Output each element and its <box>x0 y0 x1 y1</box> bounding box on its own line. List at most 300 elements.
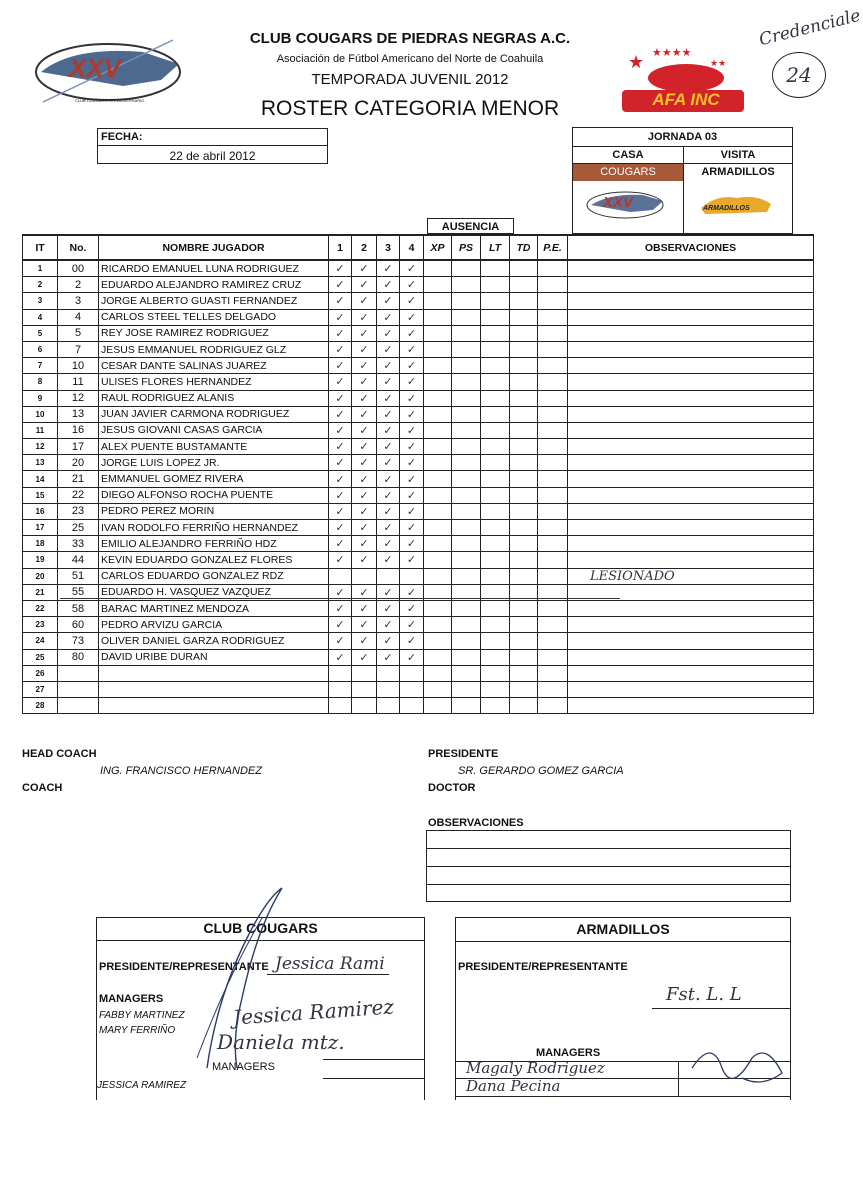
row-stat-cell <box>510 681 538 697</box>
row-stat-cell <box>452 698 481 714</box>
row-quarter-check: ✓ <box>400 633 424 649</box>
row-stat-cell <box>538 277 568 293</box>
cougars-pres-signature: Jessica Rami <box>275 954 385 974</box>
fecha-label: FECHA: <box>101 131 143 143</box>
jornada-box <box>572 127 793 234</box>
president-label: PRESIDENTE <box>428 748 499 760</box>
row-quarter-check: ✓ <box>352 422 377 438</box>
row-stat-cell <box>510 374 538 390</box>
row-quarter-check: ✓ <box>377 325 400 341</box>
row-quarter-check: ✓ <box>352 649 377 665</box>
row-it: 20 <box>23 568 58 584</box>
table-row <box>23 374 814 390</box>
row-observation <box>568 600 814 616</box>
handwritten-number-circle <box>772 52 826 98</box>
table-row <box>23 487 814 503</box>
row-stat-cell <box>538 665 568 681</box>
row-observation <box>568 422 814 438</box>
row-it: 8 <box>23 374 58 390</box>
row-quarter-check: ✓ <box>329 422 352 438</box>
row-observation <box>568 487 814 503</box>
row-stat-cell <box>510 617 538 633</box>
row-number: 80 <box>58 649 99 665</box>
table-row <box>23 325 814 341</box>
row-stat-cell <box>510 633 538 649</box>
row-stat-cell <box>538 698 568 714</box>
row-player-name: KEVIN EDUARDO GONZALEZ FLORES <box>99 552 329 568</box>
row-stat-cell <box>452 325 481 341</box>
row-quarter-check <box>400 665 424 681</box>
armadillos-manager-signature-2: Dana Pecina <box>466 1077 561 1095</box>
row-observation <box>568 552 814 568</box>
row-it: 18 <box>23 536 58 552</box>
row-quarter-check: ✓ <box>329 633 352 649</box>
table-row <box>23 277 814 293</box>
head-coach-label: HEAD COACH <box>22 748 97 760</box>
row-stat-cell <box>452 503 481 519</box>
row-stat-cell <box>481 277 510 293</box>
coach-label: COACH <box>22 782 63 794</box>
row-quarter-check: ✓ <box>329 503 352 519</box>
row-player-name <box>99 665 329 681</box>
row-stat-cell <box>452 341 481 357</box>
table-row <box>23 600 814 616</box>
row-stat-cell <box>424 341 452 357</box>
row-number: 58 <box>58 600 99 616</box>
row-stat-cell <box>538 455 568 471</box>
row-stat-cell <box>538 568 568 584</box>
row-observation <box>568 439 814 455</box>
row-stat-cell <box>452 260 481 277</box>
row-observation <box>568 698 814 714</box>
row-quarter-check: ✓ <box>329 390 352 406</box>
row-quarter-check: ✓ <box>352 309 377 325</box>
row-quarter-check: ✓ <box>400 406 424 422</box>
row-player-name: DAVID URIBE DURAN <box>99 649 329 665</box>
row-stat-cell <box>481 341 510 357</box>
table-row <box>23 503 814 519</box>
row-quarter-check: ✓ <box>377 552 400 568</box>
column-header: XP <box>424 235 452 260</box>
row-observation <box>568 633 814 649</box>
manager-3: JESSICA RAMIREZ <box>97 1080 187 1091</box>
row-stat-cell <box>452 455 481 471</box>
row-observation <box>568 649 814 665</box>
row-observation <box>568 455 814 471</box>
row-quarter-check <box>377 681 400 697</box>
row-quarter-check: ✓ <box>352 503 377 519</box>
row-stat-cell <box>538 325 568 341</box>
row-quarter-check <box>329 568 352 584</box>
row-quarter-check: ✓ <box>329 471 352 487</box>
row-stat-cell <box>510 520 538 536</box>
row-stat-cell <box>510 455 538 471</box>
row-player-name: CESAR DANTE SALINAS JUAREZ <box>99 358 329 374</box>
president-name: SR. GERARDO GOMEZ GARCIA <box>458 765 624 777</box>
row-stat-cell <box>481 260 510 277</box>
row-stat-cell <box>424 633 452 649</box>
season-title: TEMPORADA JUVENIL 2012 <box>311 71 509 88</box>
row-stat-cell <box>452 600 481 616</box>
row-number <box>58 665 99 681</box>
row-stat-cell <box>424 309 452 325</box>
row-quarter-check: ✓ <box>400 649 424 665</box>
row-quarter-check: ✓ <box>352 439 377 455</box>
row-observation <box>568 260 814 277</box>
svg-text:★: ★ <box>628 52 645 73</box>
row-observation <box>568 536 814 552</box>
armadillos-pres-signature: Fst. L. L <box>666 984 742 1005</box>
row-quarter-check: ✓ <box>352 374 377 390</box>
large-signature-scribble <box>187 878 297 1078</box>
row-stat-cell <box>452 277 481 293</box>
manager-signature-2: Daniela mtz. <box>217 1030 345 1054</box>
row-number: 12 <box>58 390 99 406</box>
row-number: 22 <box>58 487 99 503</box>
row-it: 26 <box>23 665 58 681</box>
row-stat-cell <box>481 293 510 309</box>
table-row <box>23 536 814 552</box>
row-stat-cell <box>510 406 538 422</box>
row-player-name: EDUARDO ALEJANDRO RAMIREZ CRUZ <box>99 277 329 293</box>
row-stat-cell <box>538 633 568 649</box>
row-quarter-check: ✓ <box>329 439 352 455</box>
row-observation <box>568 277 814 293</box>
row-quarter-check <box>329 665 352 681</box>
row-stat-cell <box>538 552 568 568</box>
row-player-name: ALEX PUENTE BUSTAMANTE <box>99 439 329 455</box>
row-stat-cell <box>424 649 452 665</box>
column-header: IT <box>23 235 58 260</box>
row-stat-cell <box>481 552 510 568</box>
row-number: 3 <box>58 293 99 309</box>
row-number: 7 <box>58 341 99 357</box>
row-player-name: ULISES FLORES HERNANDEZ <box>99 374 329 390</box>
logo-xxv-text: XXV <box>69 53 122 83</box>
row-quarter-check: ✓ <box>377 471 400 487</box>
column-header: 3 <box>377 235 400 260</box>
row-stat-cell <box>538 293 568 309</box>
row-stat-cell <box>481 633 510 649</box>
row-quarter-check: ✓ <box>400 600 424 616</box>
row-stat-cell <box>538 439 568 455</box>
row-it: 19 <box>23 552 58 568</box>
row-stat-cell <box>510 390 538 406</box>
row-stat-cell <box>510 487 538 503</box>
row-stat-cell <box>452 520 481 536</box>
row-stat-cell <box>510 260 538 277</box>
visita-team: ARMADILLOS <box>701 166 775 178</box>
row-stat-cell <box>424 260 452 277</box>
row-player-name: EMMANUEL GOMEZ RIVERA <box>99 471 329 487</box>
visita-logo: ARMADILLOS <box>697 194 775 218</box>
row-player-name: JORGE LUIS LOPEZ JR. <box>99 455 329 471</box>
row-observation <box>568 358 814 374</box>
strike-line <box>60 598 620 599</box>
row-it: 23 <box>23 617 58 633</box>
row-player-name: JESUS GIOVANI CASAS GARCIA <box>99 422 329 438</box>
row-it: 2 <box>23 277 58 293</box>
row-quarter-check: ✓ <box>377 649 400 665</box>
row-stat-cell <box>424 406 452 422</box>
row-it: 24 <box>23 633 58 649</box>
row-quarter-check: ✓ <box>329 536 352 552</box>
row-quarter-check: ✓ <box>329 617 352 633</box>
row-stat-cell <box>538 503 568 519</box>
row-stat-cell <box>424 358 452 374</box>
row-stat-cell <box>452 552 481 568</box>
row-player-name <box>99 681 329 697</box>
row-number: 73 <box>58 633 99 649</box>
row-it: 15 <box>23 487 58 503</box>
row-quarter-check: ✓ <box>352 260 377 277</box>
row-quarter-check: ✓ <box>400 341 424 357</box>
row-stat-cell <box>452 439 481 455</box>
row-number: 10 <box>58 358 99 374</box>
row-quarter-check: ✓ <box>377 536 400 552</box>
row-quarter-check: ✓ <box>400 277 424 293</box>
row-number: 44 <box>58 552 99 568</box>
row-stat-cell <box>481 390 510 406</box>
row-quarter-check: ✓ <box>400 309 424 325</box>
row-stat-cell <box>510 649 538 665</box>
row-stat-cell <box>510 665 538 681</box>
row-it: 7 <box>23 358 58 374</box>
row-quarter-check: ✓ <box>352 617 377 633</box>
row-quarter-check: ✓ <box>400 439 424 455</box>
afa-logo-text: AFA INC <box>652 90 720 109</box>
row-stat-cell <box>481 568 510 584</box>
row-stat-cell <box>424 552 452 568</box>
row-quarter-check <box>400 681 424 697</box>
row-it: 25 <box>23 649 58 665</box>
row-quarter-check: ✓ <box>377 520 400 536</box>
casa-team: COUGARS <box>573 164 683 181</box>
row-stat-cell <box>538 358 568 374</box>
row-stat-cell <box>510 471 538 487</box>
column-header: 4 <box>400 235 424 260</box>
table-row <box>23 455 814 471</box>
row-stat-cell <box>538 309 568 325</box>
column-header: OBSERVACIONES <box>568 235 814 260</box>
row-stat-cell <box>452 390 481 406</box>
row-quarter-check: ✓ <box>329 552 352 568</box>
row-stat-cell <box>538 341 568 357</box>
row-stat-cell <box>538 374 568 390</box>
casa-logo: XXV <box>585 190 665 220</box>
row-player-name: RICARDO EMANUEL LUNA RODRIGUEZ <box>99 260 329 277</box>
row-player-name: CARLOS STEEL TELLES DELGADO <box>99 309 329 325</box>
armadillos-managers-label: MANAGERS <box>536 1047 601 1059</box>
row-stat-cell <box>481 681 510 697</box>
observaciones-box <box>426 830 791 902</box>
table-row <box>23 665 814 681</box>
row-observation <box>568 374 814 390</box>
row-quarter-check: ✓ <box>352 358 377 374</box>
row-stat-cell <box>538 520 568 536</box>
row-quarter-check: ✓ <box>400 325 424 341</box>
table-row <box>23 520 814 536</box>
table-row <box>23 552 814 568</box>
row-number: 33 <box>58 536 99 552</box>
row-quarter-check: ✓ <box>400 390 424 406</box>
row-quarter-check: ✓ <box>377 390 400 406</box>
table-row <box>23 293 814 309</box>
head-coach-name: ING. FRANCISCO HERNANDEZ <box>100 765 262 777</box>
row-stat-cell <box>481 503 510 519</box>
row-quarter-check <box>400 698 424 714</box>
row-stat-cell <box>481 520 510 536</box>
row-stat-cell <box>452 617 481 633</box>
row-stat-cell <box>424 422 452 438</box>
row-quarter-check: ✓ <box>329 277 352 293</box>
row-player-name: EMILIO ALEJANDRO FERRIÑO HDZ <box>99 536 329 552</box>
column-header: NOMBRE JUGADOR <box>99 235 329 260</box>
row-quarter-check: ✓ <box>377 277 400 293</box>
table-row <box>23 617 814 633</box>
row-stat-cell <box>452 293 481 309</box>
row-quarter-check: ✓ <box>377 309 400 325</box>
row-number: 00 <box>58 260 99 277</box>
row-stat-cell <box>510 600 538 616</box>
table-row <box>23 649 814 665</box>
row-stat-cell <box>424 520 452 536</box>
row-quarter-check: ✓ <box>329 406 352 422</box>
row-stat-cell <box>481 406 510 422</box>
row-stat-cell <box>424 665 452 681</box>
row-stat-cell <box>452 374 481 390</box>
fecha-box <box>97 128 328 164</box>
row-stat-cell <box>481 487 510 503</box>
row-stat-cell <box>510 358 538 374</box>
row-stat-cell <box>510 277 538 293</box>
row-stat-cell <box>481 358 510 374</box>
row-quarter-check: ✓ <box>400 422 424 438</box>
row-stat-cell <box>510 536 538 552</box>
row-quarter-check: ✓ <box>352 487 377 503</box>
row-stat-cell <box>424 293 452 309</box>
row-quarter-check: ✓ <box>352 325 377 341</box>
row-stat-cell <box>510 309 538 325</box>
table-row <box>23 681 814 697</box>
row-quarter-check <box>377 665 400 681</box>
row-number: 13 <box>58 406 99 422</box>
row-quarter-check: ✓ <box>400 584 424 600</box>
row-quarter-check <box>400 568 424 584</box>
row-player-name <box>99 698 329 714</box>
row-player-name: DIEGO ALFONSO ROCHA PUENTE <box>99 487 329 503</box>
row-stat-cell <box>538 649 568 665</box>
row-stat-cell <box>538 487 568 503</box>
row-quarter-check: ✓ <box>377 358 400 374</box>
row-stat-cell <box>424 568 452 584</box>
row-stat-cell <box>510 698 538 714</box>
row-quarter-check: ✓ <box>329 600 352 616</box>
row-stat-cell <box>424 390 452 406</box>
row-stat-cell <box>452 568 481 584</box>
row-player-name: PEDRO ARVIZU GARCIA <box>99 617 329 633</box>
row-stat-cell <box>538 617 568 633</box>
row-it: 4 <box>23 309 58 325</box>
row-observation <box>568 681 814 697</box>
row-player-name: REY JOSE RAMIREZ RODRIGUEZ <box>99 325 329 341</box>
row-stat-cell <box>424 277 452 293</box>
roster-table <box>22 234 814 714</box>
row-stat-cell <box>452 309 481 325</box>
row-player-name: PEDRO PEREZ MORIN <box>99 503 329 519</box>
row-stat-cell <box>424 325 452 341</box>
row-observation <box>568 471 814 487</box>
ausencia-header: AUSENCIA <box>427 218 514 234</box>
row-quarter-check: ✓ <box>352 293 377 309</box>
row-quarter-check: ✓ <box>400 455 424 471</box>
row-quarter-check: ✓ <box>400 260 424 277</box>
row-quarter-check <box>329 681 352 697</box>
row-stat-cell <box>424 617 452 633</box>
row-stat-cell <box>510 293 538 309</box>
row-stat-cell <box>481 600 510 616</box>
armadillos-signature-box <box>455 917 791 1100</box>
row-it: 10 <box>23 406 58 422</box>
row-it: 6 <box>23 341 58 357</box>
row-quarter-check: ✓ <box>400 520 424 536</box>
row-player-name: RAUL RODRIGUEZ ALANIS <box>99 390 329 406</box>
visita-label: VISITA <box>720 149 756 161</box>
row-number: 20 <box>58 455 99 471</box>
handwritten-number: 24 <box>786 63 812 87</box>
armadillos-pres-label: PRESIDENTE/REPRESENTANTE <box>458 961 628 973</box>
row-number: 16 <box>58 422 99 438</box>
row-quarter-check <box>329 698 352 714</box>
row-observation: LESIONADO <box>568 568 814 584</box>
row-quarter-check: ✓ <box>352 552 377 568</box>
row-stat-cell <box>424 681 452 697</box>
row-stat-cell <box>452 536 481 552</box>
row-it: 16 <box>23 503 58 519</box>
row-stat-cell <box>538 536 568 552</box>
row-quarter-check: ✓ <box>329 358 352 374</box>
table-row <box>23 698 814 714</box>
row-stat-cell <box>481 665 510 681</box>
row-quarter-check: ✓ <box>400 487 424 503</box>
row-stat-cell <box>538 422 568 438</box>
column-header: 2 <box>352 235 377 260</box>
row-stat-cell <box>424 487 452 503</box>
row-quarter-check: ✓ <box>329 455 352 471</box>
cougars-signature-box <box>96 917 425 1100</box>
row-number: 5 <box>58 325 99 341</box>
row-stat-cell <box>481 649 510 665</box>
row-quarter-check: ✓ <box>377 455 400 471</box>
row-stat-cell <box>424 439 452 455</box>
row-player-name: JUAN JAVIER CARMONA RODRIGUEZ <box>99 406 329 422</box>
row-quarter-check: ✓ <box>352 390 377 406</box>
column-header: No. <box>58 235 99 260</box>
row-it: 28 <box>23 698 58 714</box>
row-number: 17 <box>58 439 99 455</box>
handwritten-note: Credenciale <box>757 5 863 51</box>
row-quarter-check: ✓ <box>400 617 424 633</box>
row-observation <box>568 503 814 519</box>
row-observation <box>568 520 814 536</box>
row-stat-cell <box>481 374 510 390</box>
manager-2: MARY FERRIÑO <box>99 1025 176 1036</box>
row-stat-cell <box>510 439 538 455</box>
row-stat-cell <box>424 698 452 714</box>
row-stat-cell <box>510 325 538 341</box>
table-row <box>23 358 814 374</box>
row-player-name: JESUS EMMANUEL RODRIGUEZ GLZ <box>99 341 329 357</box>
